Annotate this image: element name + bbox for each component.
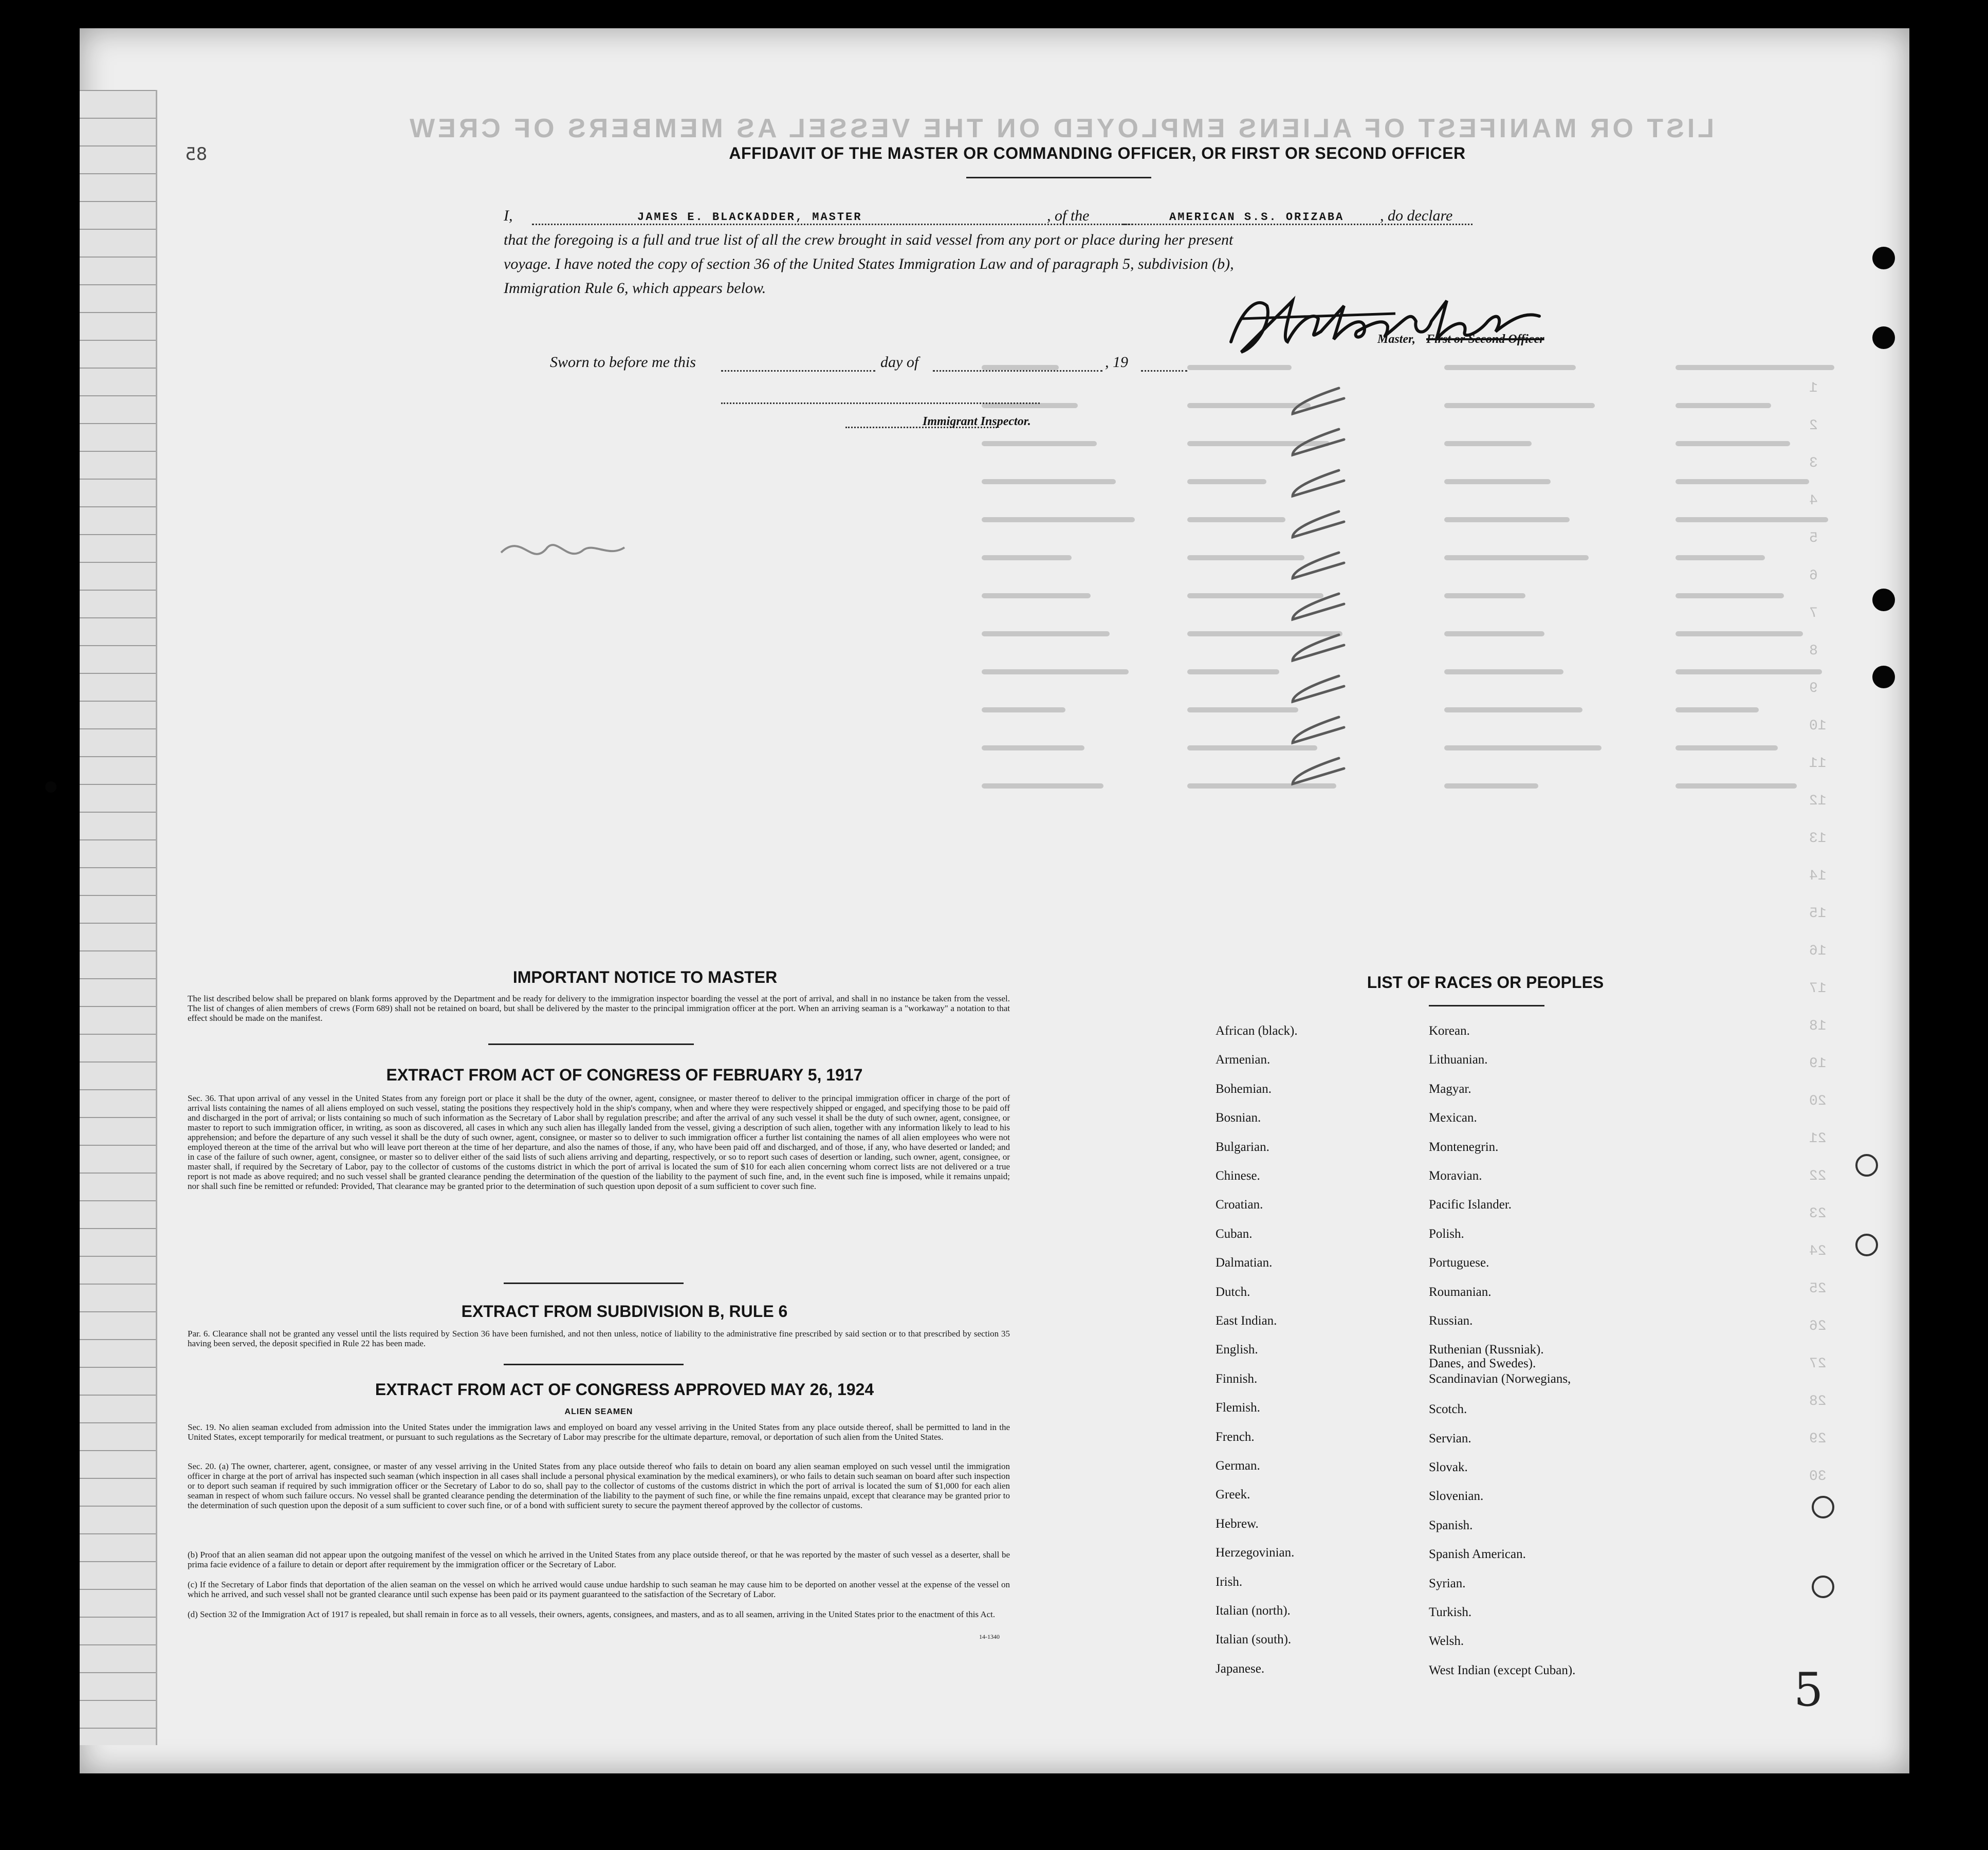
sec19-text: Sec. 19. No alien seaman excluded from admission into the United States under the immigration laws and employed on board any vessel arriving in the United States from any place outside thereof, shall be permitted to land in the United States, except temporarily for medical treatment, or pursuant to such regulations as the Secretary of Labor may prescribe for the ultimate departure, removal, or deportation of such alien from the United States. [188,1422,1010,1442]
ruled-line [80,784,156,785]
race-item: French. [1216,1430,1255,1444]
ruled-line [80,1200,156,1201]
race-item: African (black). [1216,1024,1298,1038]
bleed-through-row-number: 26 [1809,1318,1827,1334]
page-mark: 5 [1794,1663,1824,1717]
title-underline [966,177,1151,178]
race-item: Russian. [1429,1314,1473,1328]
ruled-line [80,1311,156,1312]
bleed-through-columns [953,357,1904,948]
master-signature [1210,290,1570,357]
ruled-line [80,368,156,369]
ruled-line [80,645,156,646]
race-item: Armenian. [1216,1053,1271,1067]
manifest-sheet [80,28,1909,1773]
race-item: Roumanian. [1429,1285,1492,1299]
ruled-line [80,839,156,840]
ruled-line [80,950,156,951]
race-item: Lithuanian. [1429,1053,1488,1067]
race-item: English. [1216,1343,1258,1357]
bleed-through-row-number: 16 [1809,943,1827,959]
ruled-line [80,590,156,591]
sworn-label: Sworn to before me this [550,354,696,371]
affidavit-title: AFFIDAVIT OF THE MASTER OR COMMANDING OFFICER, OR FIRST OR SECOND OFFICER [729,144,1466,162]
ruled-line [80,1672,156,1673]
affidavit-pronoun: I, [504,207,513,224]
bleed-through-row-number: 28 [1809,1394,1827,1409]
bleed-through-row-number: 12 [1809,793,1827,809]
master-name-line [532,224,1133,225]
ruled-line [80,90,156,91]
race-item: Italian (south). [1216,1633,1292,1647]
bleed-through-row-number: 4 [1809,493,1818,509]
race-item: East Indian. [1216,1314,1277,1328]
pencil-scribble [491,522,645,583]
race-item: Hebrew. [1216,1516,1259,1531]
ruled-line [80,451,156,452]
race-item: Spanish American. [1429,1547,1526,1562]
race-item: West Indian (except Cuban). [1429,1663,1576,1677]
race-item: Servian. [1429,1431,1471,1445]
binder-hole [1872,326,1895,349]
ruled-line [80,812,156,813]
binder-hole [1872,247,1895,269]
ruled-line [80,1617,156,1618]
bleed-through-row-number: 5 [1809,530,1818,546]
race-item: Korean. [1429,1024,1470,1038]
affidavit-line-2: that the foregoing is a full and true list of all the crew brought in said vessel from any port or place during her present [504,231,1234,248]
ruled-line [80,1561,156,1562]
race-item: Chinese. [1216,1169,1260,1183]
bleed-through-row-number: 11 [1809,756,1827,772]
bleed-through-row-number: 19 [1809,1056,1827,1072]
ruled-line [80,867,156,868]
ruled-line [80,423,156,424]
sworn-month-line [933,370,1102,372]
race-item: Dutch. [1216,1285,1250,1299]
bleed-through-row-number: 27 [1809,1356,1827,1372]
ruled-line [80,340,156,341]
bleed-through-row-number: 15 [1809,906,1827,922]
ruled-line [80,312,156,313]
extract-1917-body: Sec. 36. That upon arrival of any vessel in the United States from any foreign port or place it shall be the duty of the owner, agent, consignee, or master thereof to deliver to the principal immigration officer in charge of the port of arrival lists containing the names of all aliens employed on such vessel, stating the positions they respectively hold in the ship's company, when and where they were respectively shipped or engaged, and specifying those to be paid off and discharged in the port of arrival; or lists containing so much of such information as the Secretary of Labor shall by regulation prescribe; and after the arrival of any such vessel it shall be the duty of such owner, agent, consignee, or master to report to such immigration officer, in writing, as soon as discovered, all cases in which any such alien has illegally landed from the vessel, giving a description of such alien, together with any information likely to lead to his apprehension; and before the departure of any such vessel it shall be the duty of such owner, agent, consignee, or master so to deliver to such immigration officer a further list containing the names of all alien employees who were not employed thereon at the time of the arrival but who will leave port thereon at the time of her departure, and also the names of those, if any, who have been paid off and discharged, and of those, if any, who have deserted or landed; and in case of the failure of such owner, agent, consignee, or master so to deliver either of the said lists of such aliens arriving and departing, respectively, or so to report such cases of desertion or landing, such owner, agent, consignee, or master shall, if required by the Secretary of Labor, pay to the collector of customs of the customs district in which the port of arrival is located the sum of $10 for each alien concerning whom correct lists are not delivered or a true report is not made as above required; and no such vessel shall be granted clearance pending the determination of the question of the liability to the payment of such fine, and, in the event such fine is imposed, while it remains unpaid; nor shall such fine be remitted or refunded: Provided, That clearance may be granted prior to the determination of such question upon deposit of a sum sufficient to cover such fine. [188,1093,1010,1191]
bleed-through-row-number: 23 [1809,1206,1827,1222]
bleed-through-row-number: 22 [1809,1168,1827,1184]
race-item: Syrian. [1429,1576,1466,1590]
sworn-day-line [721,370,875,372]
bleed-through-row-number: 17 [1809,981,1827,997]
form-number: 14-1340 [979,1633,1000,1640]
inspector-signature-line [721,402,1040,404]
ruled-line [80,1700,156,1701]
do-declare-label: , do declare [1380,207,1453,224]
race-item: Spanish. [1429,1518,1473,1532]
corner-number: 85 [185,144,208,164]
binder-hole [1855,1154,1878,1177]
races-underline [1429,1005,1544,1006]
ruled-line [80,701,156,702]
binder-hole [1872,666,1895,688]
ruled-line [80,1450,156,1451]
bleed-through-row-number: 9 [1809,681,1818,697]
notice-divider [488,1043,694,1045]
ruled-line [80,229,156,230]
pencil-tick-marks [1262,357,1416,820]
ruled-line [80,1395,156,1396]
bleed-through-row-number: 14 [1809,868,1827,884]
binder-hole [1872,589,1895,611]
race-item: Slovak. [1429,1460,1468,1474]
ruled-line [80,1533,156,1534]
ruled-line [80,1228,156,1229]
ruled-line [80,1089,156,1090]
notice-title: IMPORTANT NOTICE TO MASTER [512,968,778,986]
signature-caption-crossed: First or Second Officer [1426,333,1544,346]
bleed-through-row-number: 2 [1809,418,1818,434]
race-item: Greek. [1216,1488,1250,1502]
ruled-line [80,257,156,258]
ruled-line [80,506,156,507]
bleed-through-row-number: 1 [1809,380,1818,396]
bleed-through-title: LIST OR MANIFEST OF ALIENS EMPLOYED ON THE VESSEL AS MEMBERS OF CREW [407,114,1714,143]
extract-1917-title: EXTRACT FROM ACT OF CONGRESS OF FEBRUARY 5, 1917 [386,1066,863,1084]
ruled-line [80,923,156,924]
binder-hole [1812,1576,1834,1598]
ruled-line [80,1145,156,1146]
ruled-line [80,728,156,729]
notice-body: The list described below shall be prepared on blank forms approved by the Department and be ready for delivery to the immigration inspector boarding the vessel at the port of arrival, and shall in no instance be taken from the vessel. The list of changes of alien members of crews (Form 689) shall not be retained on board, but shall be delivered by the master to the principal immigration officer at the port. When an arriving seaman is a "workaway" a notation to that effect should be made on the manifest. [188,994,1010,1023]
ruled-line [80,673,156,674]
race-item: Magyar. [1429,1082,1471,1096]
race-item: German. [1216,1459,1260,1473]
ruled-line [80,978,156,979]
race-item: Italian (north). [1216,1604,1291,1618]
ruled-line [80,1506,156,1507]
ruled-line [80,173,156,174]
race-item: Flemish. [1216,1401,1260,1415]
race-item: Irish. [1216,1574,1243,1589]
bleed-through-row-number: 25 [1809,1281,1827,1297]
signature-caption-master: Master, [1377,333,1416,346]
race-item: Moravian. [1429,1169,1482,1183]
inspector-label: Immigrant Inspector. [923,415,1031,428]
sec20a-text: Sec. 20. (a) The owner, charterer, agent, consignee, or master of any vessel arriving in the United States from any place outside thereof who fails to detain on board any alien seaman employed on such vessel until the immigration officer in charge at the port of arrival has inspected such seaman (which inspection in all cases shall include a personal physical examination by the medical examiners), or who fails to detain such seaman on board after such inspection or to deport such seaman if required by such immigration officer or the Secretary of Labor to do so, shall pay to the collector of customs of the customs district in which the port of arrival is located the sum of $1,000 for each alien seaman in respect of whom such failure occurs. No vessel shall be granted clearance pending the determination of the liability to the payment of such fine, or while the fine remains unpaid, except that clearance may be granted prior to the determination of such question upon the deposit of a sum sufficient to cover such fine, or of a bond with sufficient surety to secure the payment thereof approved by the collector of customs. [188,1461,1010,1510]
race-item: Polish. [1429,1226,1464,1241]
race-item: Scandinavian (Norwegians, [1429,1371,1571,1386]
ruled-line [80,895,156,896]
binder-hole [1855,1234,1878,1256]
race-item: Herzegovinian. [1216,1546,1295,1560]
bleed-through-row-number: 21 [1809,1131,1827,1147]
ruled-line [80,1478,156,1479]
sec20d-text: (d) Section 32 of the Immigration Act of 1917 is repealed, but shall remain in force as to all vessels, their owners, agents, consignees, and masters, and as to all seamen, arriving in the United States prior to the enactment of this Act. [188,1609,996,1619]
race-item: Bulgarian. [1216,1140,1269,1154]
ruled-line [80,1728,156,1729]
race-item: Mexican. [1429,1111,1477,1125]
races-title: LIST OF RACES OR PEOPLES [1367,973,1604,992]
bleed-through-row-number: 6 [1809,568,1818,584]
ruled-line [80,145,156,146]
race-item: Montenegrin. [1429,1140,1499,1154]
extract-1917-divider [504,1283,684,1284]
rule6-body: Par. 6. Clearance shall not be granted any vessel until the lists required by Section 36 have been furnished, and not then unless, notice of liability to the administrative fine prescribed by said section or to that prescribed by section 35 having been served, the deposit specified in Rule 22 has been made. [188,1329,1010,1348]
day-of-label: day of [880,354,919,371]
affidavit-line-4: Immigration Rule 6, which appears below. [504,280,766,297]
race-item: Portuguese. [1429,1256,1489,1270]
binder-hole [45,781,57,793]
ruled-line [80,1006,156,1007]
race-item: Ruthenian (Russniak). [1429,1343,1544,1357]
year-label: , 19 [1105,354,1128,371]
sec20c-text: (c) If the Secretary of Labor finds that deportation of the alien seaman on the vessel on which he arrived would cause undue hardship to such seaman he may cause him to be deported on another vessel at the expense of the vessel on which he arrived, and such vessel shall not be granted clearance until such expense has been paid or its payment guaranteed to the satisfaction of the Secretary of Labor. [188,1580,1010,1599]
ruled-line [80,1061,156,1063]
ruled-line [80,756,156,757]
ruled-line [80,479,156,480]
ruled-margin-strip [80,90,157,1745]
race-item: Japanese. [1216,1661,1265,1676]
race-item: Dalmatian. [1216,1256,1273,1270]
binder-hole [1812,1496,1834,1518]
bleed-through-row-number: 29 [1809,1431,1827,1447]
race-item: Bohemian. [1216,1082,1272,1096]
ruled-line [80,1173,156,1174]
extract-1924-title: EXTRACT FROM ACT OF CONGRESS APPROVED MAY 26, 1924 [375,1380,874,1399]
race-item: Cuban. [1216,1226,1253,1241]
sec20b-text: (b) Proof that an alien seaman did not appear upon the outgoing manifest of the vessel on which he arrived in the United States from any place outside thereof, or that he was reported by the master of such vessel as a deserter, shall be prima facie evidence of a failure to detain or deport after requirement by the immigration officer or the Secretary of Labor. [188,1550,1010,1569]
race-item: Welsh. [1429,1634,1464,1648]
alien-seamen-heading: ALIEN SEAMEN [564,1407,633,1416]
bleed-through-row-number: 24 [1809,1243,1827,1259]
ruled-line [80,1589,156,1590]
ruled-line [80,562,156,563]
bleed-through-row-number: 8 [1809,643,1818,659]
ruled-line [80,395,156,396]
race-item: Scotch. [1429,1402,1467,1417]
ruled-line [80,1284,156,1285]
ruled-line [80,201,156,202]
ruled-line [80,617,156,618]
rule6-title: EXTRACT FROM SUBDIVISION B, RULE 6 [461,1302,788,1321]
race-item: Finnish. [1216,1371,1258,1386]
ruled-line [80,284,156,285]
bleed-through-row-number: 13 [1809,831,1827,847]
ruled-line [80,1256,156,1257]
bleed-through-row-number: 3 [1809,455,1818,471]
ruled-line [80,118,156,119]
bleed-through-row-number: 10 [1809,718,1827,734]
race-right-continuation: Danes, and Swedes). [1429,1357,1536,1370]
ruled-line [80,1644,156,1645]
bleed-through-row-number: 7 [1809,606,1818,621]
affidavit-line-3: voyage. I have noted the copy of section 36 of the United States Immigration Law and of paragraph 5, subdivision (b), [504,255,1234,272]
of-the-label: , of the [1047,207,1090,224]
master-name: JAMES E. BLACKADDER, MASTER [637,211,862,224]
race-item: Bosnian. [1216,1111,1261,1125]
ruled-line [80,1422,156,1423]
ruled-line [80,1367,156,1368]
ruled-line [80,1034,156,1035]
rule6-divider [504,1364,684,1365]
race-item: Pacific Islander. [1429,1198,1512,1212]
ruled-line [80,1117,156,1118]
bleed-through-row-number: 18 [1809,1018,1827,1034]
race-item: Turkish. [1429,1605,1472,1619]
sworn-year-line [1141,370,1187,372]
ruled-line [80,534,156,535]
race-item: Croatian. [1216,1198,1263,1212]
bleed-through-row-number: 30 [1809,1469,1827,1485]
vessel-name: AMERICAN S.S. ORIZABA [1169,211,1345,224]
race-item: Slovenian. [1429,1489,1484,1504]
ruled-line [80,1339,156,1340]
bleed-through-row-number: 20 [1809,1093,1827,1109]
